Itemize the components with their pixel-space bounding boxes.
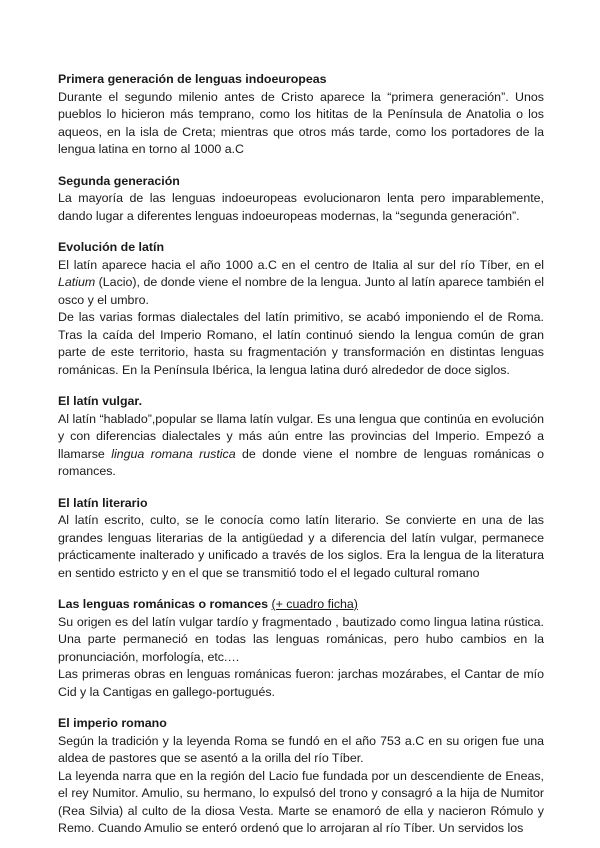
paragraph: Las primeras obras en lenguas románicas fueron: jarchas mozárabes, el Cantar de mío Cid y la Cantigas en gallego-portugués. xyxy=(58,667,544,699)
paragraph xyxy=(58,257,544,310)
paragraph xyxy=(58,411,544,481)
italic-term: lingua romana rustica xyxy=(111,446,236,461)
cuadro-ficha-link[interactable]: (+ cuadro ficha) xyxy=(271,597,358,611)
text-run: (Lacio), de donde viene el nombre de la lengua. Junto al latín aparece también el osco y el umbro. xyxy=(58,275,544,307)
section-segunda-generacion xyxy=(58,173,544,226)
paragraph: La mayoría de las lenguas indoeuropeas evolucionaron lenta pero imparablemente, dando lugar a diferentes lenguas indoeuropeas modernas, la “segunda generación”. xyxy=(58,191,544,223)
paragraph: La leyenda narra que en la región del Lacio fue fundada por un descendiente de Eneas, el rey Numitor. Amulio, su hermano, lo expulsó del trono y consagró a la hija de Numitor (Rea Silvia) al culto de la diosa Vesta. Marte se enamoró de ella y nacieron Rómulo y Remo. Cuando Amulio se enteró ordenó que lo arrojaran al río Tíber. Un servidos los xyxy=(58,768,544,835)
section-imperio-romano xyxy=(58,715,544,838)
section-primera-generacion xyxy=(58,71,544,159)
paragraph: Durante el segundo milenio antes de Cristo aparece la “primera generación”. Unos pueblos lo hicieron más temprano, como los hititas de la Península de Anatolia o los aqueos, en la isla de Creta; mientras que otros más tarde, como los portadores de la lengua latina en torno al 1000 a.C xyxy=(58,89,544,156)
section-heading: Evolución de latín xyxy=(58,240,165,254)
heading-text: Las lenguas románicas o romances xyxy=(58,597,269,611)
section-heading: El latín vulgar. xyxy=(58,394,143,408)
section-latin-vulgar xyxy=(58,393,544,481)
italic-term: Latium xyxy=(58,275,96,289)
paragraph: De las varias formas dialectales del latín primitivo, se acabó imponiendo el de Roma. Tras la caída del Imperio Romano, el latín continuó siendo la lengua común de gran parte de este territorio, hasta su fragmentación y transformación en distintas lenguas románicas. En la Península Ibérica, la lengua latina duró alrededor de doce siglos. xyxy=(58,310,544,377)
paragraph: Según la tradición y la leyenda Roma se fundó en el año 753 a.C en su origen fue una aldea de pastores que se asentó a la orilla del río Tíber. xyxy=(58,733,544,765)
section-latin-literario xyxy=(58,495,544,583)
section-evolucion-latin xyxy=(58,239,544,379)
section-lenguas-romanicas xyxy=(58,596,544,701)
section-heading: El latín literario xyxy=(58,495,148,510)
section-heading: Primera generación de lenguas indoeuropeas xyxy=(58,72,327,86)
section-heading: Segunda generación xyxy=(58,173,180,188)
paragraph: Al latín escrito, culto, se le conocía como latín literario. Se convierte en una de las grandes lenguas literarias de la antigüedad y a diferencia del latín vulgar, permanece prácticamente inalterado y unificado a través de los siglos. Era la lengua de la literatura en sentido estricto y en el que se transmitió todo el el legado cultural romano xyxy=(58,513,544,580)
section-heading: El imperio romano xyxy=(58,716,167,730)
text-run: Al latín “hablado”,popular se llama latín vulgar. Es una lengua que continúa en evolución y con diferencias dialectales y más aún entre las provincias del Imperio. Empezó a llamarse xyxy=(58,411,544,461)
text-run: El latín aparece hacia el año 1000 a.C en el centro de Italia al sur del río Tíber, en el xyxy=(58,257,544,272)
section-heading xyxy=(58,596,544,614)
text-run: de donde viene el nombre de lenguas románicas o romances. xyxy=(58,446,545,478)
paragraph: Su origen es del latín vulgar tardío y fragmentado , bautizado como lingua latina rústica. Una parte permaneció en todas las lenguas románicas, pero hubo cambios en la pronunciación, morfología, etc.… xyxy=(58,614,544,664)
